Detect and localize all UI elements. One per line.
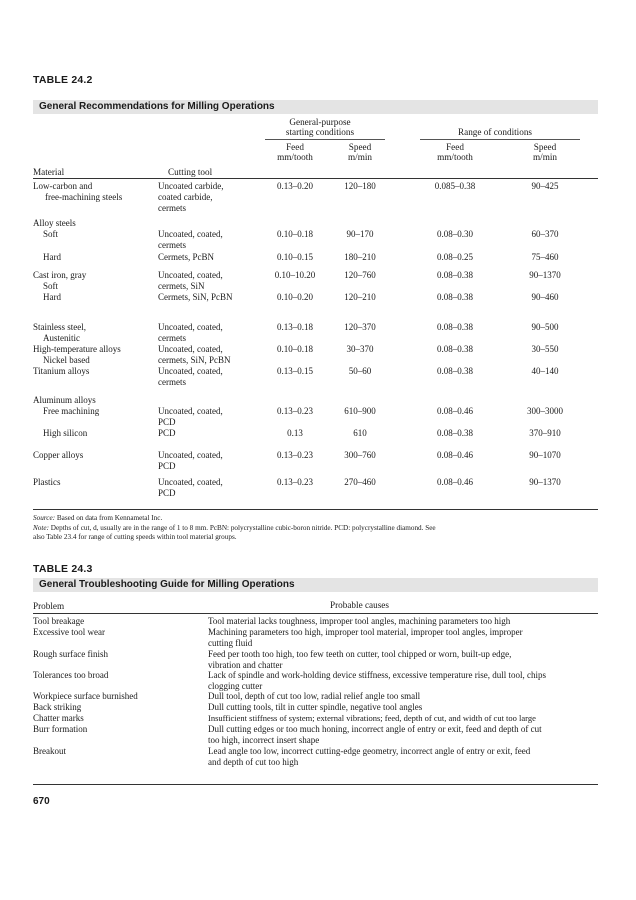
- feed-start-cell: 0.10–0.18: [277, 344, 313, 354]
- speed-range-cell: 90–500: [531, 322, 559, 332]
- col-speed-1-unit: m/min: [348, 152, 372, 162]
- speed-start-cell: 610: [353, 428, 367, 438]
- feed-range-cell: 0.08–0.38: [437, 428, 473, 438]
- speed-range-cell: 90–1370: [529, 270, 561, 280]
- feed-range-cell: 0.08–0.38: [437, 322, 473, 332]
- speed-start-cell: 120–210: [344, 292, 376, 302]
- speed-range-cell: 90–1370: [529, 477, 561, 487]
- cutting-tool-cell: Uncoated, coated,: [158, 322, 223, 332]
- col-speed-2-unit: m/min: [533, 152, 557, 162]
- material-cell: High silicon: [43, 428, 88, 438]
- speed-start-cell: 90–170: [346, 229, 374, 239]
- feed-range-cell: 0.085–0.38: [434, 181, 476, 191]
- source-label: Source:: [33, 514, 56, 522]
- probable-causes-cell: too high, incorrect insert shape: [208, 734, 320, 745]
- cutting-tool-cell: Uncoated, coated,: [158, 450, 223, 460]
- table-24-2-source: [33, 514, 598, 523]
- probable-causes-cell: Machining parameters too high, improper tool material, improper tool angles, improper: [208, 627, 523, 637]
- col-feed-1: Feed: [286, 142, 304, 152]
- feed-start-cell: 0.13–0.23: [277, 450, 313, 460]
- probable-causes-cell: clogging cutter: [208, 680, 263, 691]
- feed-range-cell: 0.08–0.38: [437, 344, 473, 354]
- speed-start-cell: 50–60: [348, 366, 372, 376]
- cutting-tool-cell: Uncoated, coated,: [158, 229, 223, 239]
- problem-cell: Burr formation: [33, 724, 88, 734]
- speed-start-cell: 120–180: [344, 181, 376, 191]
- table-24-2-title-band: [33, 100, 598, 114]
- probable-causes-cell: Lead angle too low, incorrect cutting-edge geometry, incorrect angle of entry or exit, feed: [208, 746, 531, 756]
- speed-start-cell: 610–900: [344, 406, 376, 416]
- speed-range-cell: 75–460: [531, 252, 559, 262]
- probable-causes-cell: and depth of cut too high: [208, 756, 299, 767]
- speed-range-cell: 90–460: [531, 292, 559, 302]
- page-number: 670: [33, 796, 50, 807]
- material-cell: Plastics: [33, 477, 61, 487]
- problem-cell: Breakout: [33, 746, 66, 756]
- speed-start-cell: 120–760: [344, 270, 376, 280]
- col-probable-causes: Probable causes: [330, 600, 389, 610]
- col-speed-2: Speed: [533, 142, 557, 152]
- feed-start-cell: 0.13–0.15: [277, 366, 313, 376]
- note-text: Depths of cut, d, usually are in the range of 1 to 8 mm. PcBN: polycrystalline cubic-boron nitride. PCD: polycrystalline diamond. See: [50, 524, 436, 532]
- problem-cell: Back striking: [33, 702, 82, 712]
- probable-causes-cell: Dull cutting edges or too much honing, incorrect angle of entry or exit, feed and depth of cut: [208, 724, 542, 734]
- probable-causes-cell: Feed per tooth too high, too few teeth on cutter, tool chipped or worn, built-up edge,: [208, 649, 512, 659]
- material-cell: Free machining: [43, 406, 100, 416]
- material-cell: Soft: [43, 229, 59, 239]
- speed-start-cell: 180–210: [344, 252, 376, 262]
- feed-start-cell: 0.10–0.15: [277, 252, 313, 262]
- cutting-tool-cell: PCD: [158, 428, 176, 438]
- col-material: Material: [33, 167, 65, 177]
- probable-causes-cell: vibration and chatter: [208, 659, 283, 670]
- speed-range-cell: 300–3000: [527, 406, 563, 416]
- probable-causes-cell: Dull tool, depth of cut too low, radial relief angle too small: [208, 691, 421, 701]
- cutting-tool-cell: PCD: [158, 461, 176, 471]
- cutting-tool-cell: cermets: [158, 333, 186, 343]
- probable-causes-cell: Insufficient stiffness of system; external vibrations; feed, depth of cut, and width of cut too large: [208, 713, 536, 723]
- feed-range-cell: 0.08–0.46: [437, 477, 473, 487]
- col-feed-1-unit: mm/tooth: [277, 152, 313, 162]
- material-cell: Hard: [43, 292, 61, 302]
- feed-range-cell: 0.08–0.46: [437, 406, 473, 416]
- probable-causes-cell: Tool material lacks toughness, improper tool angles, machining parameters too high: [208, 616, 511, 626]
- material-cell: Nickel based: [43, 355, 90, 365]
- cutting-tool-cell: cermets: [158, 203, 186, 213]
- cutting-tool-cell: Uncoated carbide,: [158, 181, 224, 191]
- material-cell: High-temperature alloys: [33, 344, 121, 354]
- feed-start-cell: 0.13–0.23: [277, 477, 313, 487]
- material-cell: Copper alloys: [33, 450, 84, 460]
- col-cutting-tool: Cutting tool: [168, 167, 213, 177]
- probable-causes-cell: Dull cutting tools, tilt in cutter spindle, negative tool angles: [208, 702, 423, 712]
- problem-cell: Tolerances too broad: [33, 670, 109, 680]
- table-24-2-note: [33, 524, 598, 533]
- table-24-2-header-rule: [33, 178, 598, 179]
- cutting-tool-cell: PCD: [158, 417, 176, 427]
- speed-range-cell: 90–1070: [529, 450, 561, 460]
- problem-cell: Chatter marks: [33, 713, 84, 723]
- speed-start-cell: 30–370: [346, 344, 374, 354]
- general-purpose-header-2: starting conditions: [285, 127, 355, 137]
- speed-range-cell: 60–370: [531, 229, 559, 239]
- feed-start-cell: 0.10–10.20: [274, 270, 316, 280]
- cutting-tool-cell: cermets, SiN: [158, 281, 205, 291]
- col-feed-2-unit: mm/tooth: [437, 152, 473, 162]
- feed-range-cell: 0.08–0.25: [437, 252, 473, 262]
- speed-range-cell: 30–550: [531, 344, 559, 354]
- table-24-2-note-line2: also Table 23.4 for range of cutting speeds within tool material groups.: [33, 533, 237, 541]
- feed-start-cell: 0.10–0.20: [277, 292, 313, 302]
- speed-range-cell: 370–910: [529, 428, 561, 438]
- material-cell: Hard: [43, 252, 61, 262]
- header-underline-general: [265, 139, 385, 140]
- cutting-tool-cell: Cermets, SiN, PcBN: [158, 292, 233, 302]
- feed-start-cell: 0.13–0.23: [277, 406, 313, 416]
- feed-range-cell: 0.08–0.38: [437, 292, 473, 302]
- speed-start-cell: 270–460: [344, 477, 376, 487]
- col-problem: Problem: [33, 601, 65, 611]
- material-cell: Titanium alloys: [33, 366, 90, 376]
- feed-range-cell: 0.08–0.38: [437, 270, 473, 280]
- table-24-2-label: TABLE 24.2: [33, 74, 93, 86]
- probable-causes-cell: cutting fluid: [208, 637, 253, 648]
- speed-start-cell: 300–760: [344, 450, 376, 460]
- header-underline-range: [420, 139, 580, 140]
- table-24-3-title: General Troubleshooting Guide for Milling Operations: [39, 579, 295, 590]
- cutting-tool-cell: cermets: [158, 377, 186, 387]
- problem-cell: Rough surface finish: [33, 649, 108, 659]
- feed-start-cell: 0.13–0.20: [277, 181, 313, 191]
- feed-range-cell: 0.08–0.30: [437, 229, 473, 239]
- problem-cell: Workpiece surface burnished: [33, 691, 138, 701]
- table-24-3-label: TABLE 24.3: [33, 563, 93, 575]
- col-feed-2: Feed: [446, 142, 464, 152]
- feed-range-cell: 0.08–0.46: [437, 450, 473, 460]
- range-of-conditions-header: Range of conditions: [458, 127, 532, 137]
- general-purpose-header-1: General-purpose: [289, 117, 351, 127]
- material-cell: Aluminum alloys: [33, 395, 96, 405]
- col-speed-1: Speed: [348, 142, 372, 152]
- material-cell: Cast iron, gray: [33, 270, 87, 280]
- speed-range-cell: 90–425: [531, 181, 559, 191]
- table-24-2-title: General Recommendations for Milling Operations: [39, 101, 275, 112]
- material-cell: Low-carbon and: [33, 181, 93, 191]
- speed-start-cell: 120–370: [344, 322, 376, 332]
- probable-causes-cell: Lack of spindle and work-holding device stiffness, excessive temperature rise, dull tool, chips: [208, 670, 546, 680]
- material-cell: Austenitic: [43, 333, 80, 343]
- material-cell: Stainless steel,: [33, 322, 86, 332]
- table-24-2-bottom-rule: [33, 509, 598, 510]
- feed-start-cell: 0.10–0.18: [277, 229, 313, 239]
- cutting-tool-cell: cermets: [158, 240, 186, 250]
- cutting-tool-cell: Uncoated, coated,: [158, 406, 223, 416]
- cutting-tool-cell: Uncoated, coated,: [158, 366, 223, 376]
- material-cell: free-machining steels: [45, 192, 123, 202]
- feed-start-cell: 0.13–0.18: [277, 322, 313, 332]
- table-24-3-title-band: [33, 578, 598, 592]
- feed-range-cell: 0.08–0.38: [437, 366, 473, 376]
- speed-range-cell: 40–140: [531, 366, 559, 376]
- table-24-3-header-rule: [33, 613, 598, 614]
- note-label: Note:: [33, 524, 49, 532]
- source-text: Based on data from Kennametal Inc.: [56, 514, 163, 522]
- problem-cell: Tool breakage: [33, 616, 85, 626]
- material-cell: Soft: [43, 281, 59, 291]
- cutting-tool-cell: Uncoated, coated,: [158, 344, 223, 354]
- problem-cell: Excessive tool wear: [33, 627, 105, 637]
- table-24-3-bottom-rule: [33, 784, 598, 785]
- cutting-tool-cell: PCD: [158, 488, 176, 498]
- cutting-tool-cell: coated carbide,: [158, 192, 213, 202]
- feed-start-cell: 0.13: [287, 428, 303, 438]
- cutting-tool-cell: cermets, SiN, PcBN: [158, 355, 231, 365]
- cutting-tool-cell: Cermets, PcBN: [158, 252, 214, 262]
- material-cell: Alloy steels: [33, 218, 76, 228]
- cutting-tool-cell: Uncoated, coated,: [158, 270, 223, 280]
- cutting-tool-cell: Uncoated, coated,: [158, 477, 223, 487]
